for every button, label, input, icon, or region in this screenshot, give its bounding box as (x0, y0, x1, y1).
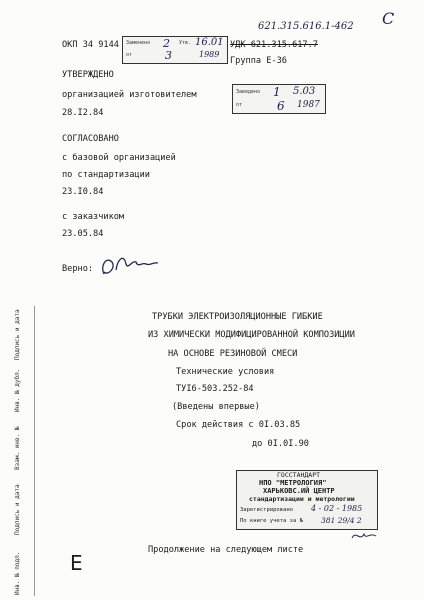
approved-title: УТВЕРЖДЕНО (62, 70, 114, 80)
udk-handwritten: 621.315.616.1-462 (258, 21, 354, 32)
validity-from: Срок действия с 0I.03.85 (176, 420, 301, 430)
stamp-value: 6 (277, 99, 285, 113)
stamp-reg-date: 4 - 02 - 1985 (311, 504, 363, 513)
initials-signature-icon (350, 528, 378, 544)
stamp-label: Заведено (236, 89, 261, 95)
stamp-date: 5.03 (293, 86, 316, 97)
title-line2: ИЗ ХИМИЧЕСКИ МОДИФИЦИРОВАННОЙ КОМПОЗИЦИИ (148, 330, 355, 340)
registration-small-stamp (232, 84, 326, 114)
stamp-date: 16.01 (195, 37, 224, 48)
agreed-line2: по стандартизации (62, 170, 150, 180)
stamp-line3: ХАРЬКОВС.ИЙ ЦЕНТР (263, 487, 335, 495)
side-label: Подпись и дата (14, 484, 21, 535)
gosstandart-stamp (236, 470, 378, 530)
stamp-date: 1987 (297, 100, 320, 110)
side-label: Инв. № подл. (14, 551, 21, 595)
customer-line: с заказчиком (62, 212, 125, 222)
agreed-date: 23.I0.84 (62, 187, 104, 197)
stamp-entry-label: По книге учета за № (240, 518, 303, 524)
stamp-date: 1989 (199, 50, 220, 59)
stamp-value: 2 (163, 37, 170, 50)
approved-by: организацией изготовителем (62, 90, 197, 100)
stamp-entry-number: 381 29/4 2 (321, 516, 362, 525)
okp-code: ОКП 34 9144 (62, 40, 119, 50)
customer-date: 23.05.84 (62, 229, 104, 239)
title-line3: НА ОСНОВЕ РЕЗИНОВОЙ СМЕСИ (168, 349, 298, 359)
title-line4: Технические условия (176, 367, 275, 377)
format-letter: Е (70, 551, 83, 575)
group-code: Группа Е-36 (230, 56, 287, 66)
stamp-label: от (236, 102, 243, 108)
tu-number: ТУI6-503.252-84 (176, 384, 254, 394)
approved-date: 28.I2.84 (62, 108, 104, 118)
stamp-line4: стандартизации и метрологии (249, 495, 355, 503)
signature-icon (98, 248, 168, 284)
agreed-title: СОГЛАСОВАНО (62, 134, 119, 144)
title-line1: ТРУБКИ ЭЛЕКТРОИЗОЛЯЦИОННЫЕ ГИБКИЕ (152, 312, 323, 322)
stamp-extra: Утв. (179, 40, 192, 46)
stamp-value: 3 (165, 49, 172, 62)
stamp-label: Заменено (126, 40, 151, 46)
stamp-line1: ГОССТАНДАРТ (277, 471, 321, 479)
stamp-reg-label: Зарегистрировано (240, 507, 293, 513)
udk-struck: УДК 621.315.617.7 (230, 40, 318, 50)
corner-mark: С (382, 9, 395, 28)
introduced-note: (Введены впервые) (172, 402, 260, 412)
stamp-line2: НПО "МЕТРОЛОГИЯ" (259, 479, 327, 487)
agreed-line1: с базовой организацией (62, 153, 176, 163)
continuation-note: Продолжение на следующем листе (148, 545, 304, 555)
validity-to: до 0I.0I.90 (252, 439, 309, 449)
stamp-value: 1 (273, 85, 281, 99)
side-label: Подпись и дата (14, 309, 21, 360)
stamp-label: от (126, 52, 133, 58)
side-label: Взам. инв. № (14, 426, 21, 470)
replacement-stamp (122, 36, 228, 64)
side-label: Инв. № дубл. (14, 368, 21, 412)
verified-label: Верно: (62, 264, 94, 274)
